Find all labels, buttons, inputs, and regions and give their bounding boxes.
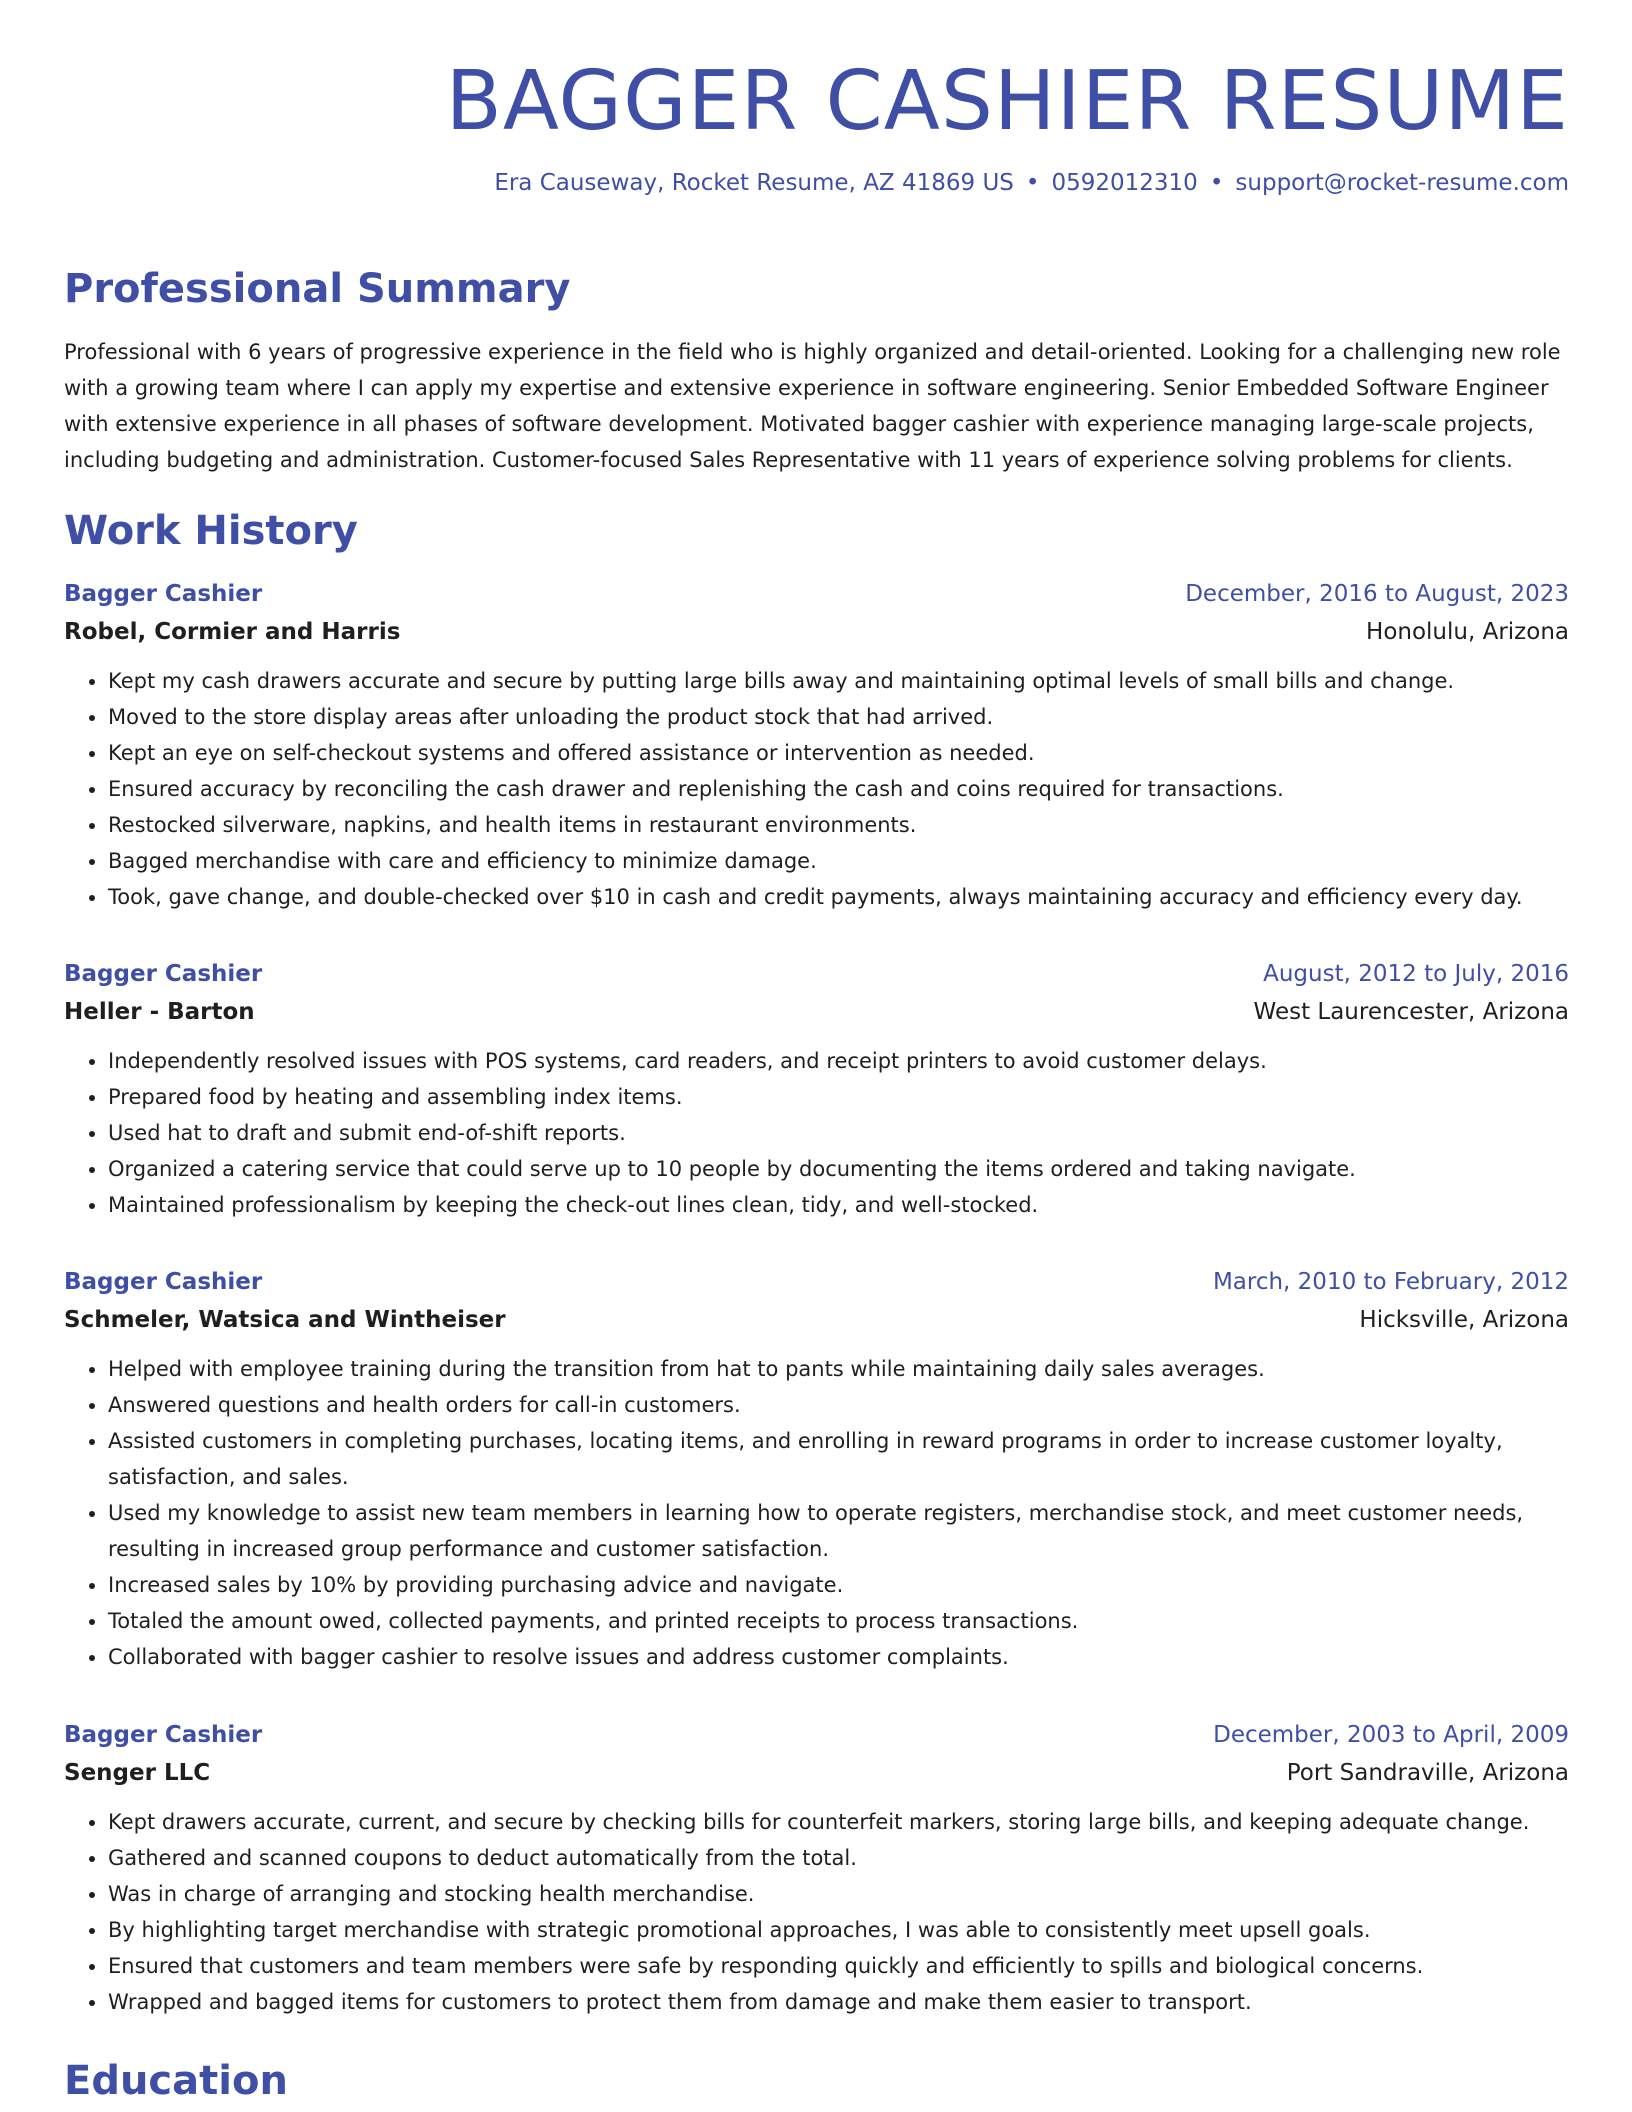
job-company-row [64, 1754, 1569, 1792]
contact-separator: • [1025, 170, 1040, 196]
job-bullets [64, 1043, 1569, 1223]
section-title-education: Education [64, 2058, 288, 2104]
job-bullet: • Used my knowledge to assist new team members in learning how to operate registers, merchandise stock, and meet customer needs, resulting in increased group performance and customer satisfaction. [108, 1495, 1569, 1567]
job-bullet: • Gathered and scanned coupons to deduct automatically from the total. [108, 1840, 1569, 1876]
job-company-row [64, 993, 1569, 1031]
job-header-row [64, 1716, 1569, 1754]
job-entry [64, 1263, 1569, 1675]
job-bullet: • Ensured that customers and team members were safe by responding quickly and efficiently to spills and biological concerns. [108, 1948, 1569, 1984]
job-company-row [64, 613, 1569, 651]
job-title: Bagger Cashier [64, 1269, 263, 1295]
job-bullet: • Moved to the store display areas after unloading the product stock that had arrived. [108, 699, 1569, 735]
job-bullet: • By highlighting target merchandise with strategic promotional approaches, I was able to consistently meet upsell goals. [108, 1912, 1569, 1948]
job-bullet: • Helped with employee training during the transition from hat to pants while maintaining daily sales averages. [108, 1351, 1569, 1387]
job-title: Bagger Cashier [64, 961, 263, 987]
section-title-work-history: Work History [64, 508, 358, 554]
job-bullet: • Independently resolved issues with POS systems, card readers, and receipt printers to avoid customer delays. [108, 1043, 1569, 1079]
job-bullet: • Took, gave change, and double-checked over $10 in cash and credit payments, always maintaining accuracy and efficiency every day. [108, 879, 1569, 915]
job-location: Port Sandraville, Arizona [1286, 1760, 1569, 1786]
job-header-row [64, 575, 1569, 613]
job-bullet: • Assisted customers in completing purchases, locating items, and enrolling in reward programs in order to increase customer loyalty, satisfaction, and sales. [108, 1423, 1569, 1495]
job-header-row [64, 1263, 1569, 1301]
job-dates: March, 2010 to February, 2012 [1212, 1269, 1569, 1295]
job-entry [64, 955, 1569, 1223]
job-title: Bagger Cashier [64, 1722, 263, 1748]
job-bullet: • Was in charge of arranging and stocking health merchandise. [108, 1876, 1569, 1912]
job-bullets [64, 1804, 1569, 2020]
resume-title: BAGGER CASHIER RESUME [445, 54, 1569, 149]
contact-line [494, 168, 1569, 198]
job-bullet: • Used hat to draft and submit end-of-shift reports. [108, 1115, 1569, 1151]
job-bullets [64, 663, 1569, 915]
job-bullet: • Ensured accuracy by reconciling the cash drawer and replenishing the cash and coins required for transactions. [108, 771, 1569, 807]
job-bullets [64, 1351, 1569, 1675]
job-bullet: • Kept my cash drawers accurate and secure by putting large bills away and maintaining optimal levels of small bills and change. [108, 663, 1569, 699]
job-header-row [64, 955, 1569, 993]
job-location: Honolulu, Arizona [1366, 619, 1569, 645]
job-bullet: • Prepared food by heating and assembling index items. [108, 1079, 1569, 1115]
job-bullet: • Increased sales by 10% by providing purchasing advice and navigate. [108, 1567, 1569, 1603]
job-location: Hicksville, Arizona [1359, 1307, 1569, 1333]
summary-text: Professional with 6 years of progressive experience in the field who is highly organized and detail-oriented. Looking for a challenging new role with a growing team where I can apply my expertise and extensive experience in software engineering. Senior Embedded Software Engineer with extensive experience in all phases of software development. Motivated bagger cashier with experience managing large-scale projects, including budgeting and administration. Customer-focused Sales Representative with 11 years of experience solving problems for clients. [64, 340, 1561, 472]
job-company: Heller - Barton [64, 999, 255, 1025]
job-bullet: • Answered questions and health orders for call-in customers. [108, 1387, 1569, 1423]
job-bullet: • Collaborated with bagger cashier to resolve issues and address customer complaints. [108, 1639, 1569, 1675]
contact-email: support@rocket-resume.com [1235, 170, 1569, 196]
job-company: Senger LLC [64, 1760, 211, 1786]
job-entry [64, 575, 1569, 915]
job-bullet: • Wrapped and bagged items for customers to protect them from damage and make them easier to transport. [108, 1984, 1569, 2020]
job-dates: December, 2003 to April, 2009 [1213, 1722, 1569, 1748]
contact-separator: • [1209, 170, 1224, 196]
contact-phone: 0592012310 [1051, 170, 1198, 196]
job-dates: August, 2012 to July, 2016 [1263, 961, 1569, 987]
job-bullet: • Kept an eye on self-checkout systems and offered assistance or intervention as needed. [108, 735, 1569, 771]
job-bullet: • Restocked silverware, napkins, and health items in restaurant environments. [108, 807, 1569, 843]
job-dates: December, 2016 to August, 2023 [1185, 581, 1569, 607]
contact-address: Era Causeway, Rocket Resume, AZ 41869 US [494, 170, 1014, 196]
section-title-summary: Professional Summary [64, 266, 571, 312]
job-company: Schmeler, Watsica and Wintheiser [64, 1307, 506, 1333]
job-company-row [64, 1301, 1569, 1339]
job-title: Bagger Cashier [64, 581, 263, 607]
job-location: West Laurencester, Arizona [1253, 999, 1569, 1025]
job-bullet: • Maintained professionalism by keeping the check-out lines clean, tidy, and well-stocked. [108, 1187, 1569, 1223]
job-company: Robel, Cormier and Harris [64, 619, 401, 645]
job-bullet: • Organized a catering service that could serve up to 10 people by documenting the items ordered and taking navigate. [108, 1151, 1569, 1187]
job-bullet: • Totaled the amount owed, collected payments, and printed receipts to process transactions. [108, 1603, 1569, 1639]
job-entry [64, 1716, 1569, 2020]
job-bullet: • Kept drawers accurate, current, and secure by checking bills for counterfeit markers, storing large bills, and keeping adequate change. [108, 1804, 1569, 1840]
job-bullet: • Bagged merchandise with care and efficiency to minimize damage. [108, 843, 1569, 879]
